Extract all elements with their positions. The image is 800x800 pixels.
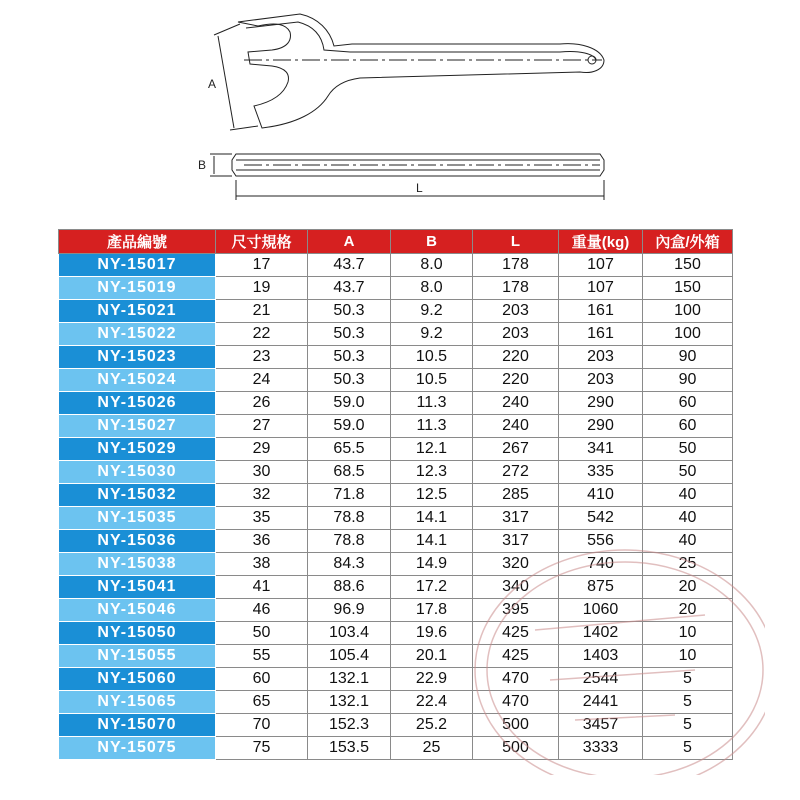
table-row [59,346,733,369]
cell-size: 70 [216,714,308,737]
cell-size: 32 [216,484,308,507]
cell-code: NY-15029 [59,438,216,461]
cell-weight: 203 [559,369,643,392]
cell-b: 9.2 [391,300,473,323]
cell-code: NY-15046 [59,599,216,622]
cell-a: 50.3 [308,369,391,392]
wrench-head-outline [238,14,604,128]
cell-a: 103.4 [308,622,391,645]
cell-code: NY-15019 [59,277,216,300]
table-row [59,714,733,737]
cell-code: NY-15035 [59,507,216,530]
cell-a: 65.5 [308,438,391,461]
cell-code: NY-15024 [59,369,216,392]
cell-a: 132.1 [308,668,391,691]
cell-packing: 5 [643,737,733,760]
table-row [59,461,733,484]
col-header-l: L [473,230,559,254]
cell-packing: 50 [643,438,733,461]
cell-a: 43.7 [308,254,391,277]
table-row [59,300,733,323]
table-body [59,254,733,760]
cell-packing: 5 [643,714,733,737]
cell-b: 8.0 [391,254,473,277]
cell-weight: 1402 [559,622,643,645]
cell-size: 65 [216,691,308,714]
cell-code: NY-15026 [59,392,216,415]
cell-a: 59.0 [308,392,391,415]
table-row [59,438,733,461]
cell-l: 500 [473,714,559,737]
cell-a: 132.1 [308,691,391,714]
cell-b: 17.8 [391,599,473,622]
cell-weight: 335 [559,461,643,484]
cell-packing: 100 [643,300,733,323]
table-row [59,645,733,668]
cell-b: 22.4 [391,691,473,714]
cell-size: 26 [216,392,308,415]
cell-packing: 20 [643,576,733,599]
cell-b: 25.2 [391,714,473,737]
cell-code: NY-15075 [59,737,216,760]
cell-a: 78.8 [308,530,391,553]
col-header-packing: 內盒/外箱 [643,230,733,254]
cell-code: NY-15050 [59,622,216,645]
cell-weight: 740 [559,553,643,576]
table-row [59,277,733,300]
cell-packing: 60 [643,392,733,415]
cell-b: 10.5 [391,346,473,369]
cell-weight: 2544 [559,668,643,691]
cell-packing: 60 [643,415,733,438]
cell-b: 9.2 [391,323,473,346]
cell-packing: 20 [643,599,733,622]
cell-size: 23 [216,346,308,369]
cell-l: 425 [473,622,559,645]
cell-size: 50 [216,622,308,645]
cell-size: 22 [216,323,308,346]
cell-a: 153.5 [308,737,391,760]
cell-size: 60 [216,668,308,691]
col-header-b: B [391,230,473,254]
cell-l: 240 [473,415,559,438]
table-row [59,415,733,438]
cell-size: 46 [216,599,308,622]
table-row [59,369,733,392]
table-row [59,507,733,530]
wrench-inner-contour [246,22,596,60]
cell-code: NY-15055 [59,645,216,668]
cell-l: 470 [473,691,559,714]
cell-weight: 3333 [559,737,643,760]
table-row [59,668,733,691]
dim-a-label: A [208,77,217,91]
cell-packing: 10 [643,645,733,668]
cell-l: 178 [473,277,559,300]
cell-a: 78.8 [308,507,391,530]
cell-packing: 150 [643,254,733,277]
cell-a: 96.9 [308,599,391,622]
cell-a: 105.4 [308,645,391,668]
table-header-row [59,230,733,254]
cell-size: 19 [216,277,308,300]
cell-b: 14.1 [391,507,473,530]
cell-size: 17 [216,254,308,277]
cell-weight: 410 [559,484,643,507]
cell-size: 38 [216,553,308,576]
wrench-diagram [0,0,800,215]
cell-packing: 50 [643,461,733,484]
dim-a-line [218,36,234,128]
cell-code: NY-15022 [59,323,216,346]
cell-l: 425 [473,645,559,668]
cell-packing: 40 [643,507,733,530]
cell-packing: 5 [643,668,733,691]
cell-code: NY-15041 [59,576,216,599]
cell-weight: 290 [559,392,643,415]
cell-code: NY-15036 [59,530,216,553]
cell-a: 152.3 [308,714,391,737]
cell-l: 220 [473,346,559,369]
cell-l: 340 [473,576,559,599]
cell-size: 35 [216,507,308,530]
table-row [59,392,733,415]
table-row [59,737,733,760]
cell-a: 50.3 [308,346,391,369]
table-row [59,530,733,553]
table-row [59,622,733,645]
cell-weight: 290 [559,415,643,438]
cell-weight: 1060 [559,599,643,622]
cell-weight: 107 [559,254,643,277]
cell-weight: 161 [559,323,643,346]
cell-b: 11.3 [391,415,473,438]
cell-b: 10.5 [391,369,473,392]
cell-packing: 5 [643,691,733,714]
cell-weight: 341 [559,438,643,461]
cell-size: 36 [216,530,308,553]
cell-a: 84.3 [308,553,391,576]
table-row [59,323,733,346]
cell-code: NY-15030 [59,461,216,484]
cell-weight: 542 [559,507,643,530]
cell-size: 55 [216,645,308,668]
cell-b: 14.9 [391,553,473,576]
table-row [59,254,733,277]
cell-a: 68.5 [308,461,391,484]
cell-weight: 3457 [559,714,643,737]
cell-size: 29 [216,438,308,461]
cell-l: 317 [473,530,559,553]
cell-weight: 556 [559,530,643,553]
table-row [59,599,733,622]
col-header-a: A [308,230,391,254]
cell-weight: 875 [559,576,643,599]
cell-l: 320 [473,553,559,576]
cell-l: 178 [473,254,559,277]
cell-a: 59.0 [308,415,391,438]
cell-code: NY-15027 [59,415,216,438]
cell-a: 88.6 [308,576,391,599]
cell-b: 8.0 [391,277,473,300]
cell-b: 11.3 [391,392,473,415]
table-row [59,484,733,507]
cell-a: 50.3 [308,300,391,323]
col-header-weight: 重量(kg) [559,230,643,254]
cell-code: NY-15023 [59,346,216,369]
cell-b: 12.5 [391,484,473,507]
cell-code: NY-15021 [59,300,216,323]
cell-size: 21 [216,300,308,323]
cell-weight: 203 [559,346,643,369]
table-row [59,576,733,599]
cell-b: 14.1 [391,530,473,553]
cell-l: 267 [473,438,559,461]
cell-b: 17.2 [391,576,473,599]
cell-code: NY-15060 [59,668,216,691]
cell-l: 203 [473,323,559,346]
cell-a: 50.3 [308,323,391,346]
cell-b: 22.9 [391,668,473,691]
cell-l: 395 [473,599,559,622]
cell-code: NY-15070 [59,714,216,737]
cell-l: 317 [473,507,559,530]
dim-l-label: L [416,181,423,195]
spec-table [58,229,733,760]
cell-packing: 100 [643,323,733,346]
cell-b: 12.3 [391,461,473,484]
cell-code: NY-15032 [59,484,216,507]
cell-code: NY-15038 [59,553,216,576]
cell-b: 19.6 [391,622,473,645]
cell-code: NY-15017 [59,254,216,277]
cell-l: 203 [473,300,559,323]
col-header-code: 產品編號 [59,230,216,254]
dim-b-label: B [198,158,207,172]
cell-b: 25 [391,737,473,760]
cell-weight: 1403 [559,645,643,668]
cell-b: 20.1 [391,645,473,668]
cell-b: 12.1 [391,438,473,461]
cell-size: 75 [216,737,308,760]
cell-packing: 90 [643,369,733,392]
cell-l: 470 [473,668,559,691]
cell-a: 43.7 [308,277,391,300]
table-row [59,691,733,714]
cell-size: 27 [216,415,308,438]
cell-packing: 90 [643,346,733,369]
cell-size: 41 [216,576,308,599]
cell-weight: 2441 [559,691,643,714]
cell-size: 30 [216,461,308,484]
cell-weight: 161 [559,300,643,323]
cell-packing: 10 [643,622,733,645]
cell-l: 240 [473,392,559,415]
cell-packing: 150 [643,277,733,300]
cell-packing: 40 [643,530,733,553]
cell-packing: 25 [643,553,733,576]
table-row [59,553,733,576]
cell-size: 24 [216,369,308,392]
cell-l: 220 [473,369,559,392]
cell-code: NY-15065 [59,691,216,714]
cell-l: 500 [473,737,559,760]
cell-a: 71.8 [308,484,391,507]
cell-l: 285 [473,484,559,507]
cell-packing: 40 [643,484,733,507]
cell-l: 272 [473,461,559,484]
cell-weight: 107 [559,277,643,300]
col-header-size: 尺寸規格 [216,230,308,254]
